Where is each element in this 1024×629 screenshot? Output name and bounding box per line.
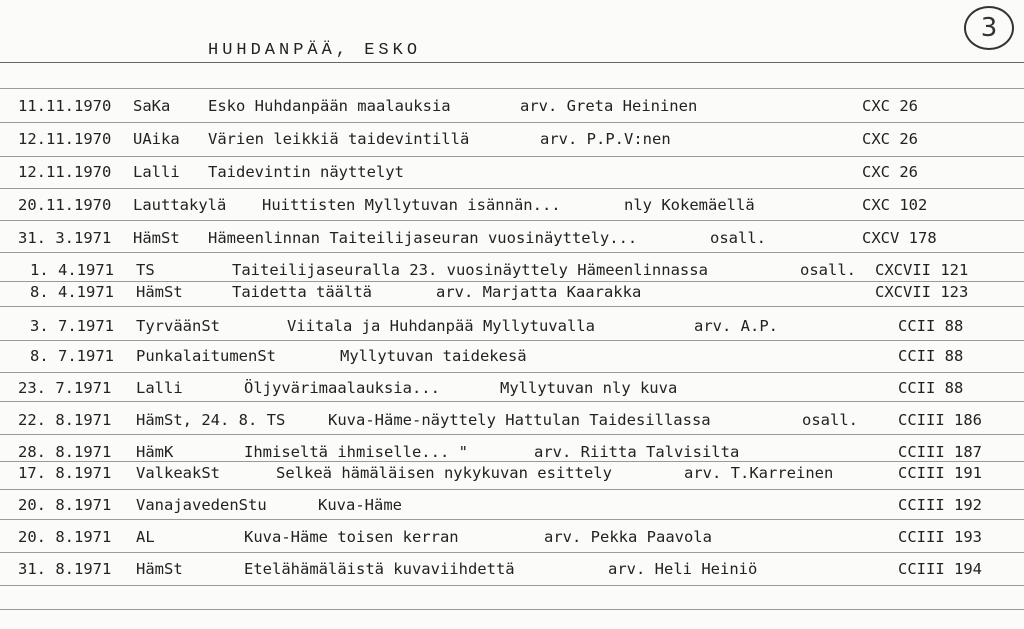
entry-date: 20. 8.1971 [18, 528, 112, 546]
ruled-line [0, 519, 1024, 520]
ruled-line [0, 88, 1024, 89]
entry-headline: Huittisten Myllytuvan isännän... [262, 196, 561, 214]
ruled-line [0, 306, 1024, 307]
entry-reference: CXC 26 [862, 97, 918, 115]
entry-headline: Taidevintin näyttelyt [208, 163, 404, 181]
entry-date: 17. 8.1971 [18, 464, 112, 482]
ruled-line [0, 156, 1024, 157]
entry-date: 11.11.1970 [18, 97, 112, 115]
list-item [0, 408, 1024, 432]
list-item [0, 557, 1024, 581]
list-item [0, 525, 1024, 549]
entry-source: HämSt, 24. 8. TS [136, 411, 286, 429]
entry-source: VanajavedenStu [136, 496, 267, 514]
entry-note: osall. [710, 229, 766, 247]
entry-source: HämSt [133, 229, 180, 247]
entry-headline: Myllytuvan taidekesä [340, 347, 527, 365]
entry-headline: Ihmiseltä ihmiselle... " [244, 443, 468, 461]
entry-date: 28. 8.1971 [18, 443, 112, 461]
entry-note: arv. Greta Heininen [520, 97, 698, 115]
entry-headline: Kuva-Häme [318, 496, 402, 514]
entry-note: osall. [802, 411, 858, 429]
entry-reference: CXCVII 123 [875, 283, 969, 301]
entry-source: TyrväänSt [136, 317, 220, 335]
entry-note: arv. A.P. [694, 317, 778, 335]
entry-source: SaKa [133, 97, 171, 115]
entry-headline: Esko Huhdanpään maalauksia [208, 97, 451, 115]
entry-source: Lalli [133, 163, 180, 181]
entry-note: osall. [800, 261, 856, 279]
list-item [0, 258, 1024, 282]
page-number-stamp: 3 [964, 6, 1014, 50]
entry-headline: Taiteilijaseuralla 23. vuosinäyttely Hämeenlinnassa [232, 261, 708, 279]
entry-source: HämSt [136, 560, 183, 578]
list-item [0, 280, 1024, 304]
ruled-line [0, 220, 1024, 221]
list-item [0, 376, 1024, 400]
ruled-line [0, 188, 1024, 189]
entry-source: TS [136, 261, 155, 279]
entry-date: 22. 8.1971 [18, 411, 112, 429]
entry-note: nly Kokemäellä [624, 196, 755, 214]
entry-headline: Öljyvärimaalauksia... [244, 379, 440, 397]
entry-reference: CCIII 192 [898, 496, 982, 514]
list-item [0, 127, 1024, 151]
entry-reference: CXC 102 [862, 196, 928, 214]
ruled-line [0, 585, 1024, 586]
list-item [0, 160, 1024, 184]
entry-headline: Etelähämäläistä kuvaviihdettä [244, 560, 515, 578]
entry-reference: CCIII 186 [898, 411, 982, 429]
entry-reference: CCIII 193 [898, 528, 982, 546]
list-item [0, 193, 1024, 217]
entry-source: UAika [133, 130, 180, 148]
entry-note: arv. T.Karreinen [684, 464, 834, 482]
entry-note: arv. P.P.V:nen [540, 130, 671, 148]
ruled-line [0, 252, 1024, 253]
entry-note: arv. Heli Heiniö [608, 560, 758, 578]
entry-headline: Taidetta täältä [232, 283, 372, 301]
entry-note: Myllytuvan nly kuva [500, 379, 678, 397]
list-item [0, 226, 1024, 250]
ruled-line [0, 552, 1024, 553]
entry-date: 12.11.1970 [18, 130, 112, 148]
ruled-line [0, 122, 1024, 123]
entry-reference: CXC 26 [862, 163, 918, 181]
entry-source: AL [136, 528, 155, 546]
entry-reference: CCII 88 [898, 317, 964, 335]
entry-headline: Hämeenlinnan Taiteilijaseuran vuosinäyttely... [208, 229, 638, 247]
entry-headline: Kuva-Häme-näyttely Hattulan Taidesillassa [328, 411, 711, 429]
ruled-line [0, 340, 1024, 341]
ruled-line [0, 62, 1024, 63]
entry-reference: CXCVII 121 [875, 261, 969, 279]
entry-source: Lalli [136, 379, 183, 397]
entry-date: 8. 7.1971 [30, 347, 114, 365]
list-item [0, 94, 1024, 118]
entry-date: 31. 3.1971 [18, 229, 112, 247]
entry-date: 31. 8.1971 [18, 560, 112, 578]
list-item [0, 493, 1024, 517]
entry-source: PunkalaitumenSt [136, 347, 276, 365]
entry-headline: Selkeä hämäläisen nykykuvan esittely [276, 464, 612, 482]
entry-reference: CXC 26 [862, 130, 918, 148]
entry-date: 1. 4.1971 [30, 261, 114, 279]
entry-note: arv. Marjatta Kaarakka [436, 283, 642, 301]
entry-headline: Värien leikkiä taidevintillä [208, 130, 470, 148]
entry-headline: Kuva-Häme toisen kerran [244, 528, 459, 546]
ruled-line [0, 609, 1024, 610]
entry-source: ValkeakSt [136, 464, 220, 482]
entry-reference: CXCV 178 [862, 229, 937, 247]
entry-date: 3. 7.1971 [30, 317, 114, 335]
entry-source: Lauttakylä [133, 196, 227, 214]
list-item [0, 314, 1024, 338]
entry-headline: Viitala ja Huhdanpää Myllytuvalla [287, 317, 595, 335]
ruled-line [0, 489, 1024, 490]
entry-reference: CCIII 187 [898, 443, 982, 461]
entry-date: 20. 8.1971 [18, 496, 112, 514]
entry-reference: CCII 88 [898, 347, 964, 365]
ruled-line [0, 401, 1024, 402]
entry-note: arv. Riitta Talvisilta [534, 443, 740, 461]
entry-reference: CCIII 194 [898, 560, 982, 578]
entry-date: 23. 7.1971 [18, 379, 112, 397]
entry-reference: CCIII 191 [898, 464, 982, 482]
ruled-line [0, 434, 1024, 435]
entry-reference: CCII 88 [898, 379, 964, 397]
entry-date: 20.11.1970 [18, 196, 112, 214]
entry-source: HämK [136, 443, 174, 461]
page-title: HUHDANPÄÄ, ESKO [208, 41, 422, 60]
list-item [0, 344, 1024, 368]
ruled-line [0, 372, 1024, 373]
list-item [0, 461, 1024, 485]
entry-date: 8. 4.1971 [30, 283, 114, 301]
entry-note: arv. Pekka Paavola [544, 528, 712, 546]
entry-source: HämSt [136, 283, 183, 301]
entry-date: 12.11.1970 [18, 163, 112, 181]
